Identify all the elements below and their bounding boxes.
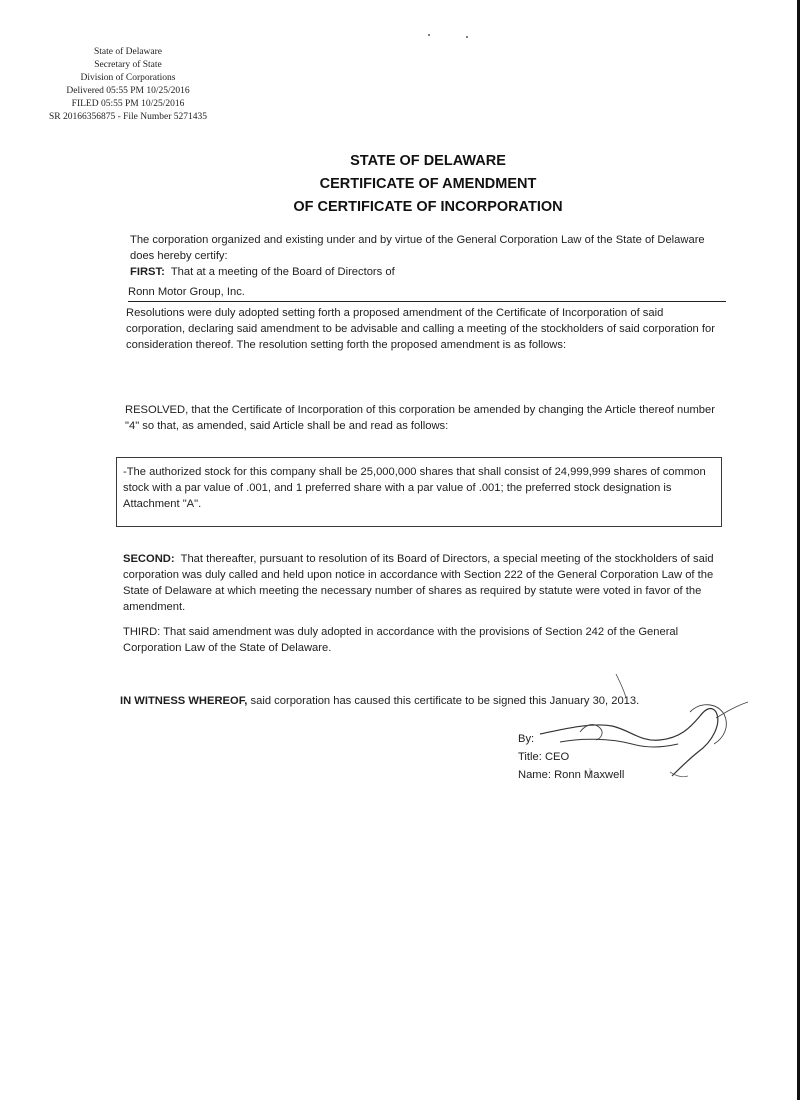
stamp-line: Delivered 05:55 PM 10/25/2016 — [66, 86, 190, 96]
name-label: Name: — [518, 769, 551, 781]
title-label: Title: — [518, 751, 542, 763]
name-line — [518, 766, 718, 784]
stamp-line: State of Delaware — [93, 47, 163, 57]
by-label: By: — [518, 733, 535, 745]
second-paragraph — [123, 551, 723, 615]
witness-label: IN WITNESS WHEREOF, — [120, 695, 248, 707]
intro-paragraph — [130, 232, 720, 280]
resolutions-paragraph: Resolutions were duly adopted setting forth a proposed amendment of the Certificate of Incorporation of said corporation, declaring said amendment to be advisable and calling a meeting of the stockholders of said corporation for consideration thereof. The resolution setting forth the proposed amendment is as follows: — [126, 307, 715, 351]
document-title — [200, 150, 656, 219]
stamp-line: Secretary of State — [94, 60, 162, 70]
by-line — [518, 730, 718, 748]
title-line: OF CERTIFICATE OF INCORPORATION — [293, 199, 563, 215]
title-value: CEO — [544, 751, 570, 763]
title-line — [518, 748, 718, 766]
first-text: That at a meeting of the Board of Directors of — [170, 266, 395, 278]
third-paragraph: THIRD: That said amendment was duly adopted in accordance with the provisions of Section 242 of the General Corporation Law of the State of Delaware. — [123, 626, 679, 654]
stamp-line: FILED 05:55 PM 10/25/2016 — [71, 99, 185, 109]
name-value: Ronn Maxwell — [554, 769, 625, 781]
scan-speck — [466, 36, 468, 38]
title-line: CERTIFICATE OF AMENDMENT — [319, 176, 537, 192]
title-line: STATE OF DELAWARE — [350, 153, 506, 169]
filing-stamp — [30, 46, 226, 124]
stamp-line: SR 20166356875 - File Number 5271435 — [48, 112, 208, 122]
first-label: FIRST: — [130, 266, 165, 278]
resolved-paragraph: RESOLVED, that the Certificate of Incorporation of this corporation be amended by changing the Article thereof number "4" so that, as amended, said Article shall be and read as follows: — [125, 404, 715, 432]
witness-text: said corporation has caused this certificate to be signed this January 30, 2013. — [250, 695, 640, 707]
corporation-name: Ronn Motor Group, Inc. — [128, 284, 726, 302]
intro-text: The corporation organized and existing under and by virtue of the General Corporation Law of the State of Delaware does hereby certify: — [130, 234, 705, 262]
stamp-line: Division of Corporations — [80, 73, 176, 83]
second-label: SECOND: — [123, 553, 175, 565]
second-text: That thereafter, pursuant to resolution of its Board of Directors, a special meeting of the stockholders of said corporation was duly called and held upon notice in accordance with Section 222 of the General Corporation Law of the State of Delaware at which meeting the necessary number of shares as required by statute were voted in favor of the amendment. — [123, 553, 714, 613]
signature-block — [518, 730, 718, 784]
amendment-text-box: -The authorized stock for this company shall be 25,000,000 shares that shall consist of 24,999,999 shares of common stock with a par value of .001, and 1 preferred share with a par value of .001; the preferred stock designation is Attachment "A". — [116, 457, 722, 527]
scan-speck — [428, 34, 430, 36]
